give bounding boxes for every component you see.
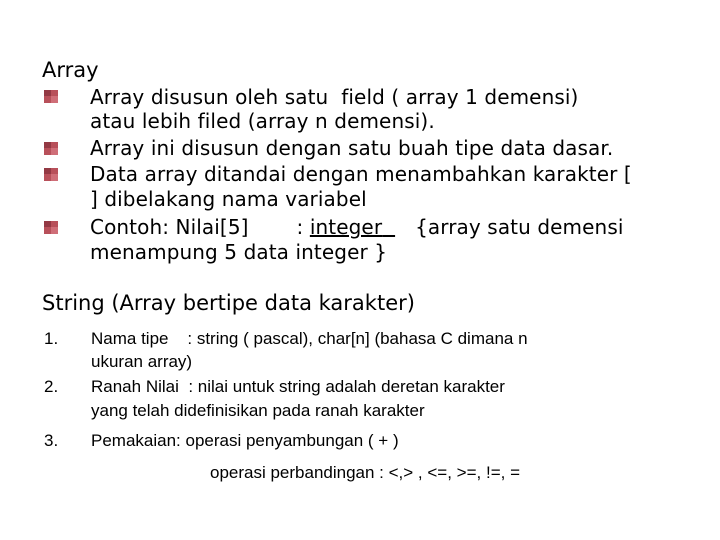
string-item-1-line-1: Nama tipe : string ( pascal), char[n] (bahasa C dimana n (91, 329, 528, 348)
array-item-3-line-1: Data array ditandai dengan menambahkan karakter [ (90, 162, 632, 186)
string-item-3-number: 3. (44, 431, 59, 450)
string-item-1-number: 1. (44, 329, 59, 348)
array-item-4-line-1 (90, 215, 672, 240)
section-heading-array: Array (42, 58, 99, 82)
example-type: integer (309, 215, 383, 239)
square-bullet-icon (44, 221, 58, 234)
square-bullet-icon (44, 142, 58, 155)
array-item-1-line-1-text: Array disusun oleh satu field ( array 1 demensi) (90, 85, 579, 109)
string-item-3-line-2: operasi perbandingan : <,> , <=, >=, !=, = (210, 463, 521, 482)
string-item-1-line-2: ukuran array) (91, 352, 193, 371)
example-comment: {array satu demensi (415, 215, 624, 239)
string-item-3-line-1: Pemakaian: operasi penyambungan ( + ) (91, 431, 399, 450)
example-type-prefix: : (296, 215, 310, 239)
array-item-1-line-2: atau lebih filed (array n demensi). (90, 109, 435, 133)
array-item-3-line-2: ] dibelakang nama variabel (90, 187, 367, 211)
string-item-2-line-2: yang telah didefinisikan pada ranah karakter (91, 401, 425, 420)
string-item-2-line-1: Ranah Nilai : nilai untuk string adalah deretan karakter (91, 377, 505, 396)
array-item-1-line-1 (90, 85, 672, 110)
string-item-2-number: 2. (44, 377, 59, 396)
square-bullet-icon (44, 168, 58, 181)
array-item-2-line-1: Array ini disusun dengan satu buah tipe data dasar. (90, 136, 614, 160)
square-bullet-icon (44, 90, 58, 103)
array-item-4-line-2: menampung 5 data integer } (90, 240, 388, 264)
example-label: Contoh: Nilai[5] (90, 215, 249, 239)
section-heading-string: String (Array bertipe data karakter) (42, 291, 415, 315)
